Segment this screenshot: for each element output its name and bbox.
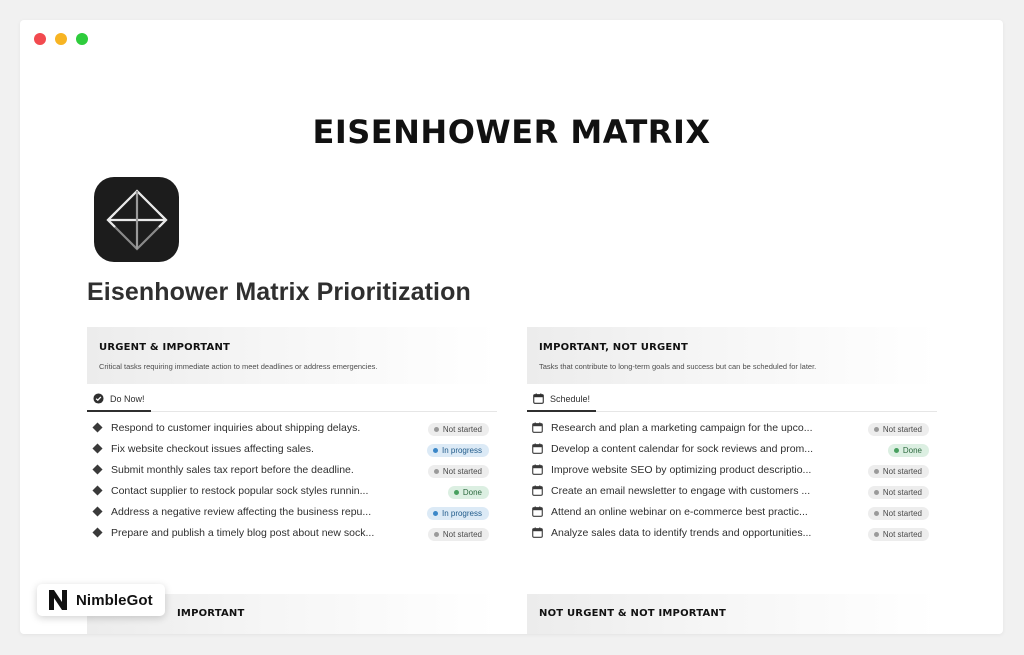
- minimize-window-button[interactable]: [55, 33, 67, 45]
- status-label: Not started: [442, 424, 482, 434]
- table-row[interactable]: [87, 501, 497, 522]
- table-row[interactable]: [87, 438, 497, 459]
- status-label: Done: [902, 445, 922, 455]
- task-name: Research and plan a marketing campaign for the upco...: [551, 421, 813, 434]
- table-row[interactable]: [87, 459, 497, 480]
- calendar-icon: [531, 464, 543, 476]
- task-list: [87, 412, 497, 543]
- diamond-icon: [91, 464, 103, 476]
- quadrant-title: IMPORTANT: [177, 608, 245, 619]
- tab-label: Schedule!: [550, 393, 591, 404]
- status-badge[interactable]: [868, 528, 929, 541]
- calendar-icon: [531, 485, 543, 497]
- maximize-window-button[interactable]: [76, 33, 88, 45]
- status-label: Not started: [882, 487, 922, 497]
- table-row[interactable]: [87, 522, 497, 543]
- status-label: Done: [462, 487, 482, 497]
- quadrant-title: NOT URGENT & NOT IMPORTANT: [539, 608, 727, 619]
- table-row[interactable]: [527, 480, 937, 501]
- status-badge[interactable]: [448, 486, 489, 499]
- check-circle-icon: [93, 393, 104, 404]
- task-name: Address a negative review affecting the business repu...: [111, 505, 372, 518]
- status-label: In progress: [441, 508, 482, 518]
- table-row[interactable]: [527, 417, 937, 438]
- quadrant-not-urgent-not-important-header: [527, 594, 937, 634]
- tab-label: Do Now!: [110, 393, 145, 404]
- task-name: Prepare and publish a timely blog post about new sock...: [111, 526, 375, 539]
- status-label: Not started: [882, 424, 922, 434]
- quadrant-header: [87, 327, 497, 384]
- status-label: Not started: [882, 529, 922, 539]
- task-name: Contact supplier to restock popular sock styles runnin...: [111, 484, 369, 497]
- view-tabs: [87, 384, 497, 412]
- quadrant-urgent-important: [87, 327, 497, 543]
- status-label: Not started: [882, 466, 922, 476]
- brand-badge[interactable]: [37, 584, 165, 616]
- quadrant-important-not-urgent: [527, 327, 937, 543]
- status-label: Not started: [442, 466, 482, 476]
- table-row[interactable]: [87, 417, 497, 438]
- table-row[interactable]: [527, 459, 937, 480]
- status-badge[interactable]: [427, 444, 489, 457]
- status-badge[interactable]: [428, 528, 489, 541]
- task-name: Analyze sales data to identify trends and opportunities...: [551, 526, 812, 539]
- task-list: [527, 412, 937, 543]
- eisenhower-arrows-icon[interactable]: [94, 177, 179, 262]
- view-tabs: [527, 384, 937, 412]
- task-name: Fix website checkout issues affecting sales.: [111, 442, 314, 455]
- status-badge[interactable]: [428, 465, 489, 478]
- task-name: Create an email newsletter to engage with customers ...: [551, 484, 811, 497]
- table-row[interactable]: [87, 480, 497, 501]
- close-window-button[interactable]: [34, 33, 46, 45]
- cover-banner-title: EISENHOWER MATRIX: [312, 113, 711, 151]
- status-label: Not started: [882, 508, 922, 518]
- status-badge[interactable]: [428, 423, 489, 436]
- task-name: Improve website SEO by optimizing product descriptio...: [551, 463, 812, 476]
- status-badge[interactable]: [868, 486, 929, 499]
- calendar-icon: [531, 422, 543, 434]
- brand-name: NimbleGot: [76, 591, 153, 609]
- diamond-icon: [91, 485, 103, 497]
- diamond-icon: [91, 443, 103, 455]
- status-badge[interactable]: [868, 465, 929, 478]
- calendar-icon: [531, 527, 543, 539]
- table-row[interactable]: [527, 501, 937, 522]
- task-name: Attend an online webinar on e-commerce best practic...: [551, 505, 808, 518]
- task-name: Respond to customer inquiries about shipping delays.: [111, 421, 361, 434]
- status-badge[interactable]: [868, 423, 929, 436]
- quadrant-title: IMPORTANT, NOT URGENT: [539, 342, 689, 353]
- window-controls: [34, 33, 88, 45]
- nimblegot-n-logo: [47, 589, 69, 611]
- task-name: Develop a content calendar for sock reviews and prom...: [551, 442, 814, 455]
- page-title: Eisenhower Matrix Prioritization: [87, 278, 471, 306]
- table-row[interactable]: [527, 438, 937, 459]
- status-badge[interactable]: [868, 507, 929, 520]
- status-label: In progress: [441, 445, 482, 455]
- status-badge[interactable]: [888, 444, 929, 457]
- calendar-icon: [531, 506, 543, 518]
- calendar-icon: [533, 393, 544, 404]
- quadrant-header: [527, 327, 937, 384]
- quadrant-description: Critical tasks requiring immediate action to meet deadlines or address emergencies.: [99, 362, 378, 371]
- diamond-icon: [91, 506, 103, 518]
- quadrant-title: URGENT & IMPORTANT: [99, 342, 231, 353]
- calendar-icon: [531, 443, 543, 455]
- task-name: Submit monthly sales tax report before the deadline.: [111, 463, 354, 476]
- status-badge[interactable]: [427, 507, 489, 520]
- status-label: Not started: [442, 529, 482, 539]
- tab-do-now[interactable]: [87, 393, 151, 412]
- tab-schedule[interactable]: [527, 393, 596, 412]
- quadrant-description: Tasks that contribute to long-term goals and success but can be scheduled for later.: [539, 362, 817, 371]
- diamond-icon: [91, 527, 103, 539]
- table-row[interactable]: [527, 522, 937, 543]
- diamond-icon: [91, 422, 103, 434]
- app-window: [20, 20, 1003, 634]
